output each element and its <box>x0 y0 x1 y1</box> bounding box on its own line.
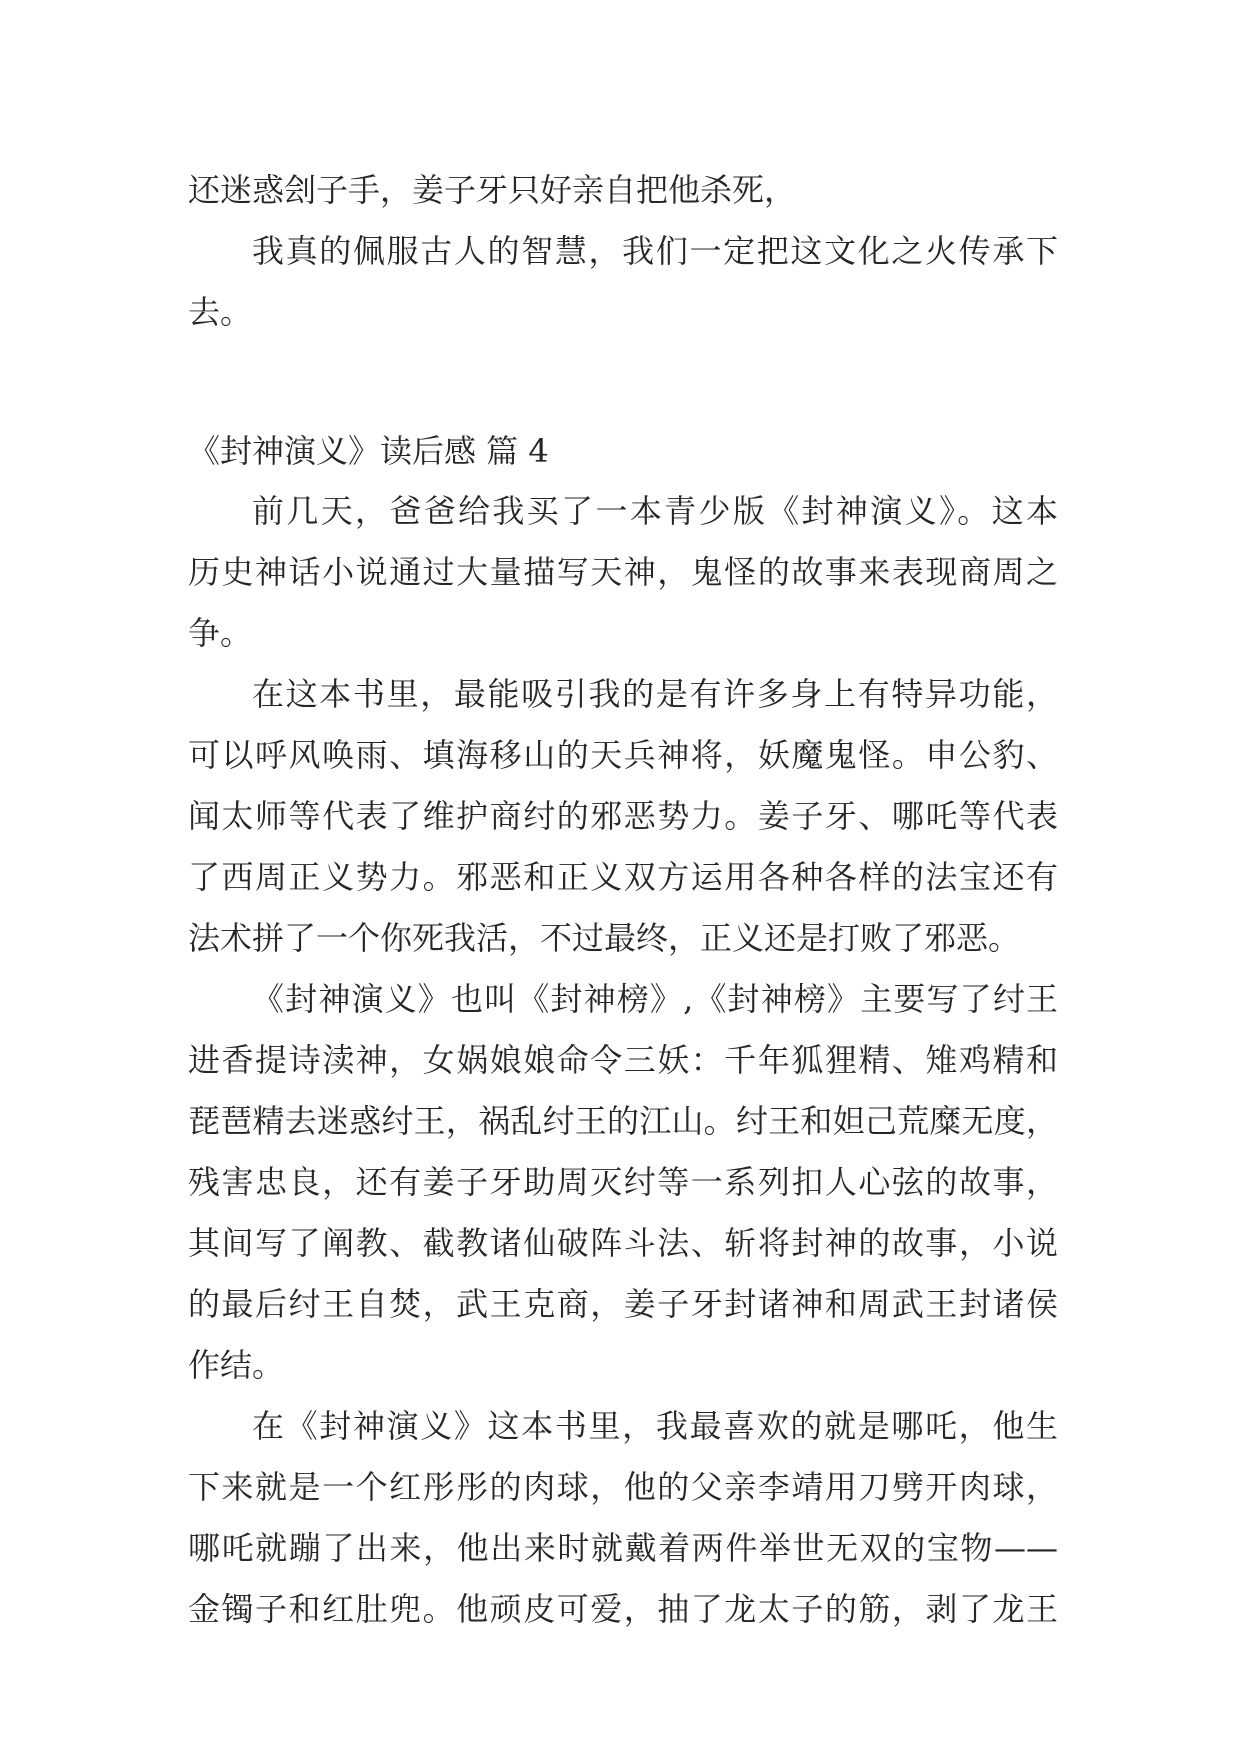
text-line: 进香提诗渎神，女娲娘娘命令三妖：千年狐狸精、雉鸡精和 <box>188 1041 1058 1079</box>
text-line: 去。 <box>188 293 253 331</box>
text-line: 闻太师等代表了维护商纣的邪恶势力。姜子牙、哪吒等代表 <box>188 797 1058 835</box>
paragraph <box>188 481 1058 664</box>
text-line: 《封神演义》也叫《封神榜》,《封神榜》主要写了纣王 <box>252 980 1058 1018</box>
text-line: 争。 <box>188 614 253 652</box>
text-line: 还迷惑刽子手，姜子牙只好亲自把他杀死， <box>188 171 797 209</box>
text-line: 我真的佩服古人的智慧，我们一定把这文化之火传承下 <box>252 232 1058 270</box>
paragraph <box>188 969 1058 1396</box>
text-line: 金镯子和红肚兜。他顽皮可爱，抽了龙太子的筋，剥了龙王 <box>188 1590 1058 1628</box>
document-body <box>188 160 1058 1640</box>
text-line: 其间写了阐教、截教诸仙破阵斗法、斩将封神的故事，小说 <box>188 1224 1058 1262</box>
text-line: 残害忠良，还有姜子牙助周灭纣等一系列扣人心弦的故事， <box>188 1163 1058 1201</box>
text-line: 法术拼了一个你死我活，不过最终，正义还是打败了邪恶。 <box>188 919 1021 957</box>
text-line: 哪吒就蹦了出来，他出来时就戴着两件举世无双的宝物—— <box>188 1529 1058 1567</box>
text-line: 历史神话小说通过大量描写天神，鬼怪的故事来表现商周之 <box>188 553 1058 591</box>
paragraph <box>188 1396 1058 1640</box>
paragraph <box>188 664 1058 969</box>
text-line: 可以呼风唤雨、填海移山的天兵神将，妖魔鬼怪。申公豹、 <box>188 736 1058 774</box>
paragraph <box>188 160 1058 221</box>
text-line: 前几天，爸爸给我买了一本青少版《封神演义》。这本 <box>252 492 1058 530</box>
text-line: 琵琶精去迷惑纣王，祸乱纣王的江山。纣王和妲己荒糜无度， <box>188 1102 1058 1140</box>
text-line: 在这本书里，最能吸引我的是有许多身上有特异功能， <box>252 675 1058 713</box>
text-line: 作结。 <box>188 1346 285 1384</box>
text-line: 了西周正义势力。邪恶和正义双方运用各种各样的法宝还有 <box>188 858 1058 896</box>
section-heading: 《封神演义》读后感 篇 4 <box>188 432 549 470</box>
text-line: 在《封神演义》这本书里，我最喜欢的就是哪吒，他生 <box>252 1407 1058 1445</box>
section-spacer <box>188 343 1058 421</box>
paragraph <box>188 221 1058 343</box>
text-line: 的最后纣王自焚，武王克商，姜子牙封诸神和周武王封诸侯 <box>188 1285 1058 1323</box>
text-line: 下来就是一个红彤彤的肉球，他的父亲李靖用刀劈开肉球， <box>188 1468 1058 1506</box>
